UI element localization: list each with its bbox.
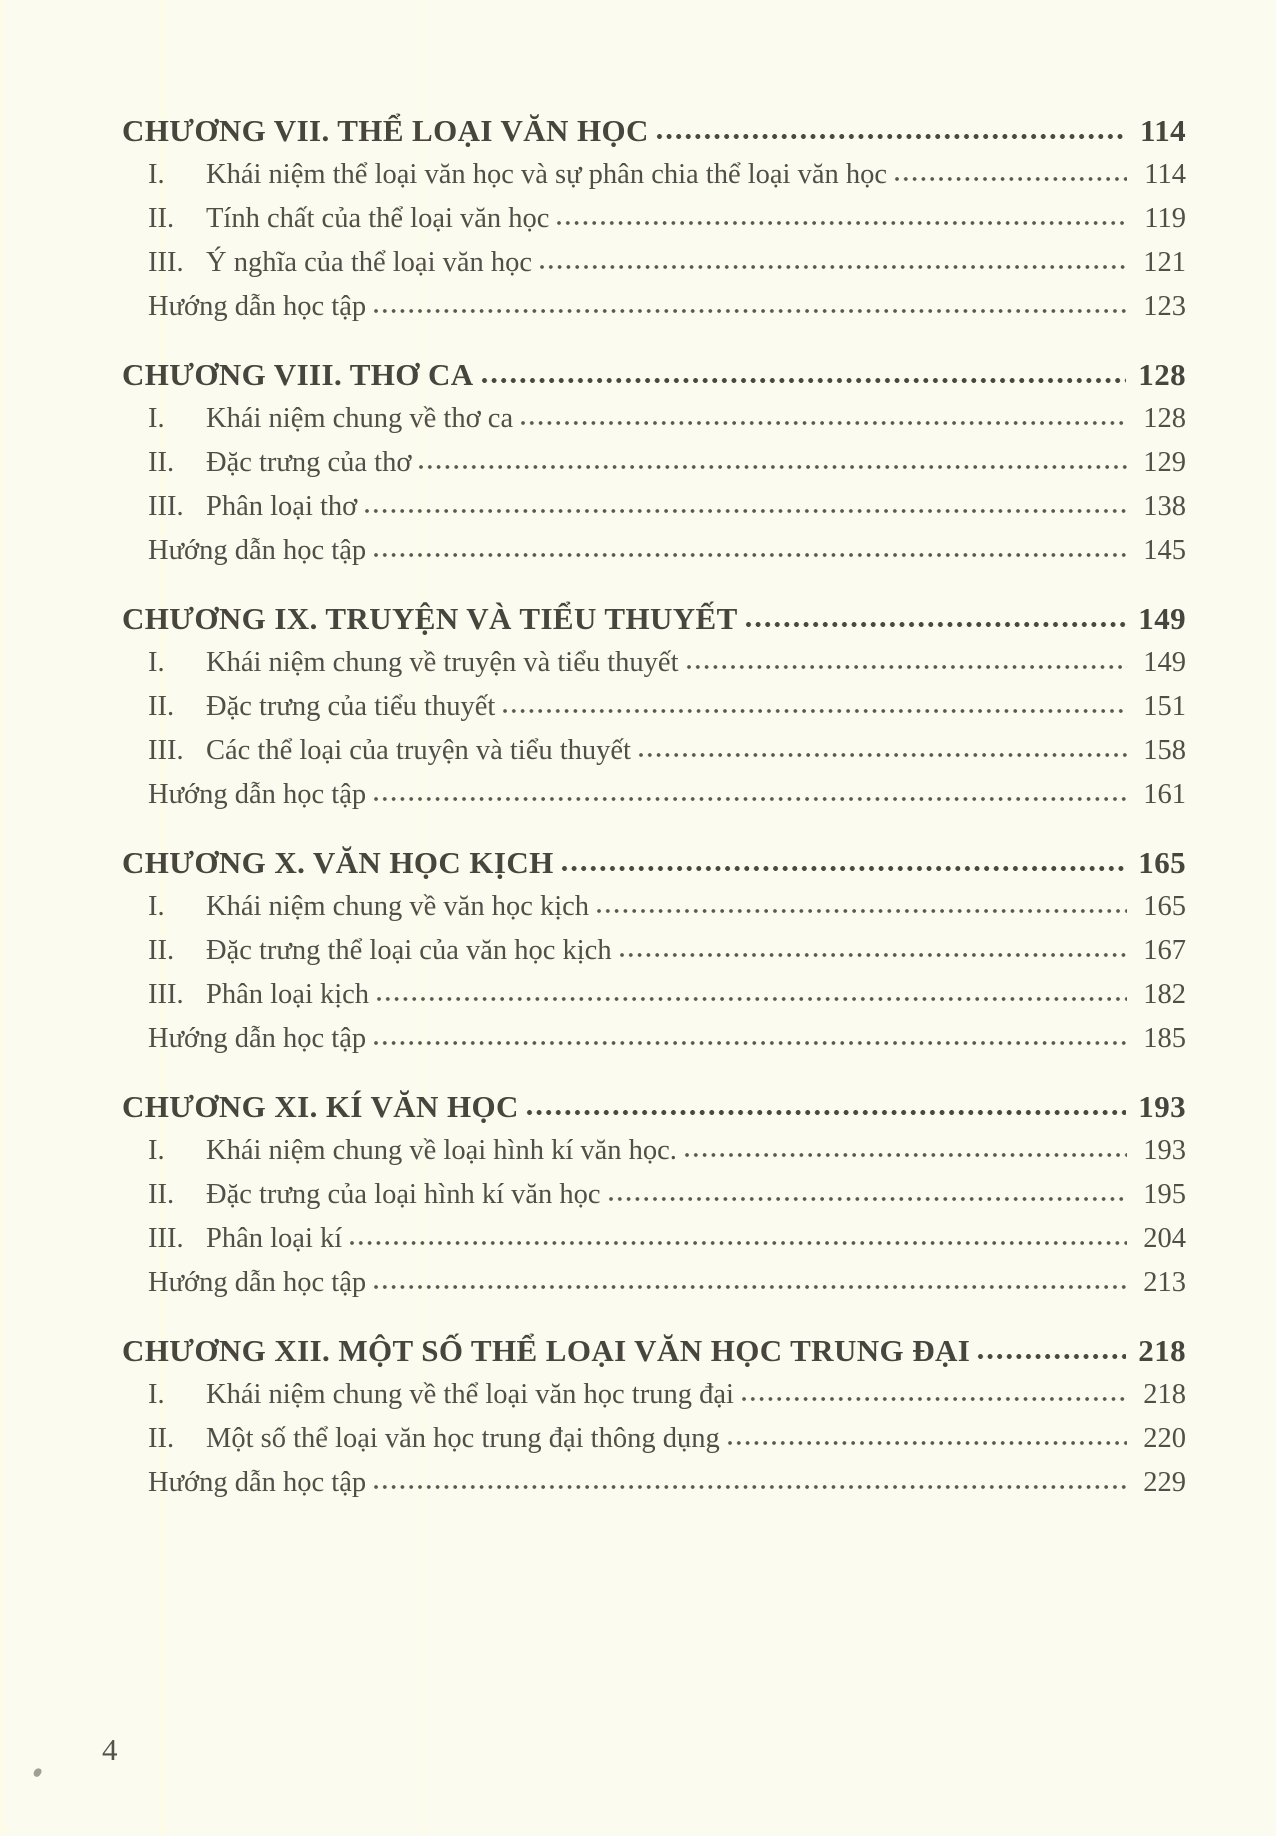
toc-item-row (122, 1176, 1186, 1220)
toc-item-row (122, 532, 1186, 576)
toc-item-row (122, 1264, 1186, 1308)
chapter-page-number: 149 (1138, 601, 1186, 636)
dot-leader (976, 1352, 1126, 1361)
item-numeral: I. (148, 647, 165, 678)
chapter-title: CHƯƠNG XII. MỘT SỐ THỂ LOẠI VĂN HỌC TRUNG ĐẠI (122, 1333, 971, 1368)
item-label: Các thể loại của truyện và tiểu thuyết (206, 735, 631, 766)
toc-item-row (122, 444, 1186, 488)
item-label: Hướng dẫn học tập (148, 535, 367, 566)
dot-leader (595, 907, 1127, 915)
chapter-page-number: 165 (1138, 845, 1186, 880)
item-label: Phân loại kí (206, 1223, 343, 1254)
item-label: Hướng dẫn học tập (148, 1267, 367, 1298)
toc-chapter-row (122, 112, 1186, 156)
item-numeral: III. (148, 979, 184, 1010)
toc-item-row (122, 400, 1186, 444)
toc-item-row (122, 932, 1186, 976)
item-numeral: II. (148, 935, 175, 966)
toc-section (122, 112, 1186, 332)
dot-leader (348, 1239, 1127, 1247)
item-numeral: II. (148, 447, 175, 478)
item-label: Hướng dẫn học tập (148, 779, 367, 810)
item-page-number: 204 (1143, 1223, 1186, 1254)
item-label: Tính chất của thể loại văn học (206, 203, 550, 234)
item-label: Đặc trưng của thơ (206, 447, 412, 478)
dot-leader (655, 132, 1126, 141)
item-label: Khái niệm chung về thể loại văn học trung đại (206, 1379, 734, 1410)
item-label: Đặc trưng của loại hình kí văn học (206, 1179, 601, 1210)
toc-section (122, 356, 1186, 576)
item-label: Ý nghĩa của thể loại văn học (206, 247, 533, 278)
item-page-number: 123 (1143, 291, 1186, 322)
toc-item-row (122, 244, 1186, 288)
dot-leader (726, 1439, 1127, 1447)
toc-section (122, 844, 1186, 1064)
item-page-number: 121 (1143, 247, 1186, 278)
dot-leader (375, 995, 1127, 1003)
chapter-title: CHƯƠNG IX. TRUYỆN VÀ TIỂU THUYẾT (122, 601, 738, 636)
chapter-page-number: 128 (1138, 357, 1186, 392)
dot-leader (480, 376, 1126, 385)
toc-section (122, 1088, 1186, 1308)
item-numeral: I. (148, 403, 165, 434)
chapter-title: CHƯƠNG XI. KÍ VĂN HỌC (122, 1089, 519, 1124)
item-numeral: I. (148, 159, 165, 190)
item-page-number: 149 (1143, 647, 1186, 678)
item-page-number: 114 (1144, 159, 1186, 190)
item-page-number: 129 (1143, 447, 1186, 478)
scan-speck (32, 1767, 42, 1778)
dot-leader (555, 219, 1127, 227)
item-label: Phân loại kịch (206, 979, 370, 1010)
chapter-title: CHƯƠNG VIII. THƠ CA (122, 357, 474, 392)
item-label: Hướng dẫn học tập (148, 291, 367, 322)
dot-leader (893, 175, 1127, 183)
toc-list (122, 112, 1186, 1532)
toc-chapter-row (122, 1088, 1186, 1132)
chapter-page-number: 193 (1138, 1089, 1186, 1124)
toc-item-row (122, 200, 1186, 244)
item-numeral: I. (148, 1135, 165, 1166)
toc-item-row (122, 1376, 1186, 1420)
item-label: Khái niệm chung về văn học kịch (206, 891, 590, 922)
item-numeral: I. (148, 1379, 165, 1410)
item-page-number: 138 (1143, 491, 1186, 522)
dot-leader (363, 507, 1127, 515)
chapter-page-number: 218 (1138, 1333, 1186, 1368)
item-label: Đặc trưng thể loại của văn học kịch (206, 935, 612, 966)
item-page-number: 220 (1143, 1423, 1186, 1454)
dot-leader (637, 751, 1127, 759)
dot-leader (372, 1039, 1127, 1047)
item-numeral: III. (148, 247, 184, 278)
toc-chapter-row (122, 844, 1186, 888)
toc-item-row (122, 976, 1186, 1020)
item-page-number: 151 (1143, 691, 1186, 722)
chapter-title: CHƯƠNG VII. THỂ LOẠI VĂN HỌC (122, 113, 649, 148)
item-page-number: 218 (1143, 1379, 1186, 1410)
item-label: Khái niệm chung về truyện và tiểu thuyết (206, 647, 679, 678)
toc-item-row (122, 776, 1186, 820)
dot-leader (744, 620, 1126, 629)
chapter-page-number: 114 (1140, 113, 1186, 148)
item-numeral: I. (148, 891, 165, 922)
toc-chapter-row (122, 600, 1186, 644)
item-label: Đặc trưng của tiểu thuyết (206, 691, 496, 722)
toc-item-row (122, 288, 1186, 332)
dot-leader (372, 1283, 1127, 1291)
item-page-number: 195 (1143, 1179, 1186, 1210)
item-numeral: II. (148, 203, 175, 234)
item-numeral: II. (148, 691, 175, 722)
dot-leader (519, 419, 1127, 427)
item-page-number: 128 (1143, 403, 1186, 434)
item-page-number: 167 (1143, 935, 1186, 966)
toc-item-row (122, 688, 1186, 732)
item-label: Hướng dẫn học tập (148, 1467, 367, 1498)
dot-leader (685, 663, 1128, 671)
toc-item-row (122, 1420, 1186, 1464)
dot-leader (372, 551, 1127, 559)
toc-section (122, 600, 1186, 820)
dot-leader (683, 1151, 1127, 1159)
item-numeral: II. (148, 1423, 175, 1454)
item-numeral: II. (148, 1179, 175, 1210)
item-label: Một số thể loại văn học trung đại thông dụng (206, 1423, 720, 1454)
toc-chapter-row (122, 356, 1186, 400)
toc-item-row (122, 644, 1186, 688)
toc-item-row (122, 888, 1186, 932)
item-label: Khái niệm chung về loại hình kí văn học. (206, 1135, 677, 1166)
item-label: Khái niệm chung về thơ ca (206, 403, 514, 434)
toc-item-row (122, 1220, 1186, 1264)
page-number: 4 (102, 1732, 118, 1767)
item-page-number: 213 (1143, 1267, 1186, 1298)
toc-item-row (122, 732, 1186, 776)
item-page-number: 161 (1143, 779, 1186, 810)
dot-leader (501, 707, 1127, 715)
item-numeral: III. (148, 735, 184, 766)
toc-item-row (122, 1020, 1186, 1064)
dot-leader (372, 1483, 1127, 1491)
dot-leader (607, 1195, 1127, 1203)
item-label: Phân loại thơ (206, 491, 358, 522)
item-label: Khái niệm thể loại văn học và sự phân chia thể loại văn học (206, 159, 888, 190)
item-numeral: III. (148, 1223, 184, 1254)
dot-leader (618, 951, 1127, 959)
toc-item-row (122, 488, 1186, 532)
toc-item-row (122, 156, 1186, 200)
item-page-number: 145 (1143, 535, 1186, 566)
item-page-number: 229 (1143, 1467, 1186, 1498)
chapter-title: CHƯƠNG X. VĂN HỌC KỊCH (122, 845, 554, 880)
item-label: Hướng dẫn học tập (148, 1023, 367, 1054)
dot-leader (740, 1395, 1127, 1403)
dot-leader (372, 795, 1127, 803)
toc-item-row (122, 1132, 1186, 1176)
item-page-number: 165 (1143, 891, 1186, 922)
dot-leader (560, 864, 1126, 873)
dot-leader (525, 1108, 1126, 1117)
dot-leader (372, 307, 1127, 315)
item-page-number: 193 (1143, 1135, 1186, 1166)
item-numeral: III. (148, 491, 184, 522)
toc-chapter-row (122, 1332, 1186, 1376)
item-page-number: 182 (1143, 979, 1186, 1010)
item-page-number: 119 (1144, 203, 1186, 234)
dot-leader (538, 263, 1127, 271)
item-page-number: 185 (1143, 1023, 1186, 1054)
dot-leader (417, 463, 1127, 471)
toc-item-row (122, 1464, 1186, 1508)
toc-section (122, 1332, 1186, 1508)
item-page-number: 158 (1143, 735, 1186, 766)
